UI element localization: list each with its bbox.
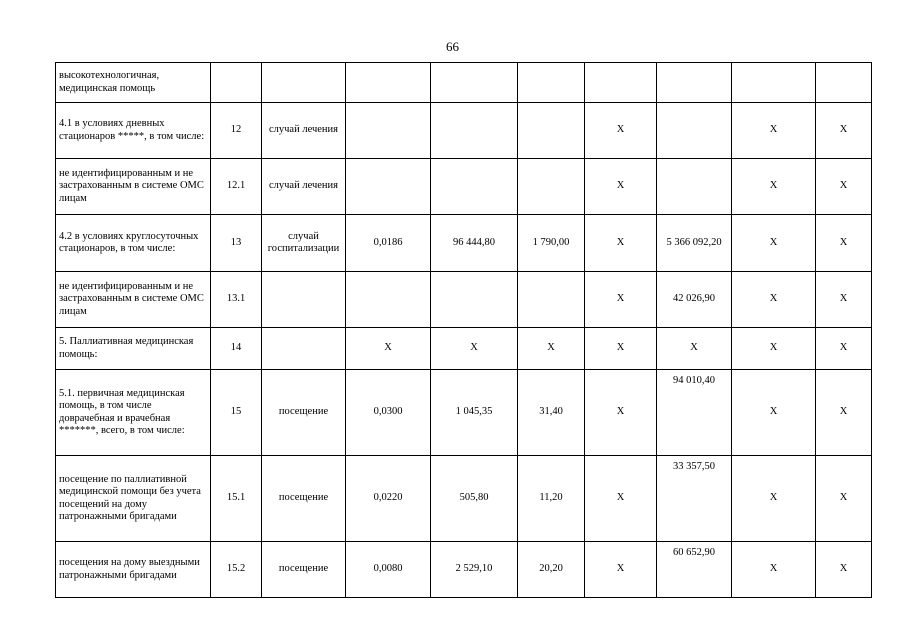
unit-cell <box>262 272 346 328</box>
unit-cell <box>262 328 346 370</box>
marker-cell: X <box>585 272 657 328</box>
marker-cell <box>585 63 657 103</box>
row-name-cell: 4.2 в условиях круглосуточных стационаров, в том числе: <box>56 215 211 272</box>
cost-cell: X <box>431 328 518 370</box>
cost-cell: 96 444,80 <box>431 215 518 272</box>
page-number: 66 <box>446 39 459 54</box>
per-capita-cell: X <box>518 328 585 370</box>
total-cell <box>657 63 732 103</box>
unit-cell: случай госпитализации <box>262 215 346 272</box>
row-name-cell: 4.1 в условиях дневных стационаров *****, в том числе: <box>56 103 211 159</box>
cost-cell <box>431 63 518 103</box>
unit-cell: случай лечения <box>262 159 346 215</box>
marker-cell <box>732 63 816 103</box>
marker-cell: X <box>585 542 657 598</box>
total-cell: 42 026,90 <box>657 272 732 328</box>
marker-cell: X <box>732 272 816 328</box>
marker-cell: X <box>732 159 816 215</box>
marker-cell: X <box>585 215 657 272</box>
volume-cell: 0,0220 <box>346 456 431 542</box>
table-row <box>56 456 872 542</box>
marker-cell: X <box>585 370 657 456</box>
row-number-cell: 15 <box>211 370 262 456</box>
cost-cell: 2 529,10 <box>431 542 518 598</box>
marker-cell: X <box>816 272 872 328</box>
volume-cell: 0,0300 <box>346 370 431 456</box>
per-capita-cell <box>518 159 585 215</box>
table-row <box>56 103 872 159</box>
marker-cell: X <box>732 215 816 272</box>
marker-cell: X <box>816 215 872 272</box>
marker-cell: X <box>732 328 816 370</box>
unit-cell: посещение <box>262 456 346 542</box>
table-row <box>56 159 872 215</box>
marker-cell: X <box>732 456 816 542</box>
total-cell: 60 652,90 <box>657 542 732 598</box>
row-number-cell: 15.2 <box>211 542 262 598</box>
volume-cell: 0,0080 <box>346 542 431 598</box>
volume-cell: 0,0186 <box>346 215 431 272</box>
unit-cell <box>262 63 346 103</box>
cost-cell <box>431 103 518 159</box>
marker-cell: X <box>816 456 872 542</box>
marker-cell: X <box>585 328 657 370</box>
row-number-cell: 12.1 <box>211 159 262 215</box>
row-number-cell: 14 <box>211 328 262 370</box>
per-capita-cell: 20,20 <box>518 542 585 598</box>
marker-cell <box>816 63 872 103</box>
data-table <box>55 62 872 598</box>
volume-cell <box>346 103 431 159</box>
row-name-cell: 5.1. первичная медицинская помощь, в том числе доврачебная и врачебная *******, всего, в том числе: <box>56 370 211 456</box>
row-number-cell <box>211 63 262 103</box>
table-row <box>56 542 872 598</box>
marker-cell: X <box>585 159 657 215</box>
row-number-cell: 13.1 <box>211 272 262 328</box>
marker-cell: X <box>816 103 872 159</box>
row-name-cell: посещение по паллиативной медицинской помощи без учета посещений на дому патронажными бригадами <box>56 456 211 542</box>
row-name-cell: не идентифицированным и не застрахованным в системе ОМС лицам <box>56 159 211 215</box>
marker-cell: X <box>732 103 816 159</box>
unit-cell: посещение <box>262 370 346 456</box>
marker-cell: X <box>585 103 657 159</box>
marker-cell: X <box>816 159 872 215</box>
per-capita-cell: 11,20 <box>518 456 585 542</box>
marker-cell: X <box>732 542 816 598</box>
volume-cell <box>346 159 431 215</box>
per-capita-cell <box>518 103 585 159</box>
row-number-cell: 15.1 <box>211 456 262 542</box>
unit-cell: посещение <box>262 542 346 598</box>
marker-cell: X <box>816 542 872 598</box>
table-row <box>56 63 872 103</box>
row-name-cell: не идентифицированным и не застрахованным в системе ОМС лицам <box>56 272 211 328</box>
table-row <box>56 370 872 456</box>
total-cell <box>657 103 732 159</box>
row-name-cell: высокотехнологичная, медицинская помощь <box>56 63 211 103</box>
row-number-cell: 12 <box>211 103 262 159</box>
per-capita-cell <box>518 272 585 328</box>
volume-cell: X <box>346 328 431 370</box>
per-capita-cell <box>518 63 585 103</box>
total-cell: 5 366 092,20 <box>657 215 732 272</box>
cost-cell: 1 045,35 <box>431 370 518 456</box>
marker-cell: X <box>585 456 657 542</box>
marker-cell: X <box>732 370 816 456</box>
per-capita-cell: 1 790,00 <box>518 215 585 272</box>
row-name-cell: 5. Паллиативная медицинская помощь: <box>56 328 211 370</box>
cost-cell <box>431 272 518 328</box>
total-cell: 33 357,50 <box>657 456 732 542</box>
total-cell <box>657 159 732 215</box>
per-capita-cell: 31,40 <box>518 370 585 456</box>
volume-cell <box>346 272 431 328</box>
table-row <box>56 272 872 328</box>
row-number-cell: 13 <box>211 215 262 272</box>
marker-cell: X <box>816 328 872 370</box>
total-cell: 94 010,40 <box>657 370 732 456</box>
row-name-cell: посещения на дому выездными патронажными бригадами <box>56 542 211 598</box>
table-row <box>56 215 872 272</box>
total-cell: X <box>657 328 732 370</box>
unit-cell: случай лечения <box>262 103 346 159</box>
cost-cell <box>431 159 518 215</box>
cost-cell: 505,80 <box>431 456 518 542</box>
volume-cell <box>346 63 431 103</box>
marker-cell: X <box>816 370 872 456</box>
table-row <box>56 328 872 370</box>
